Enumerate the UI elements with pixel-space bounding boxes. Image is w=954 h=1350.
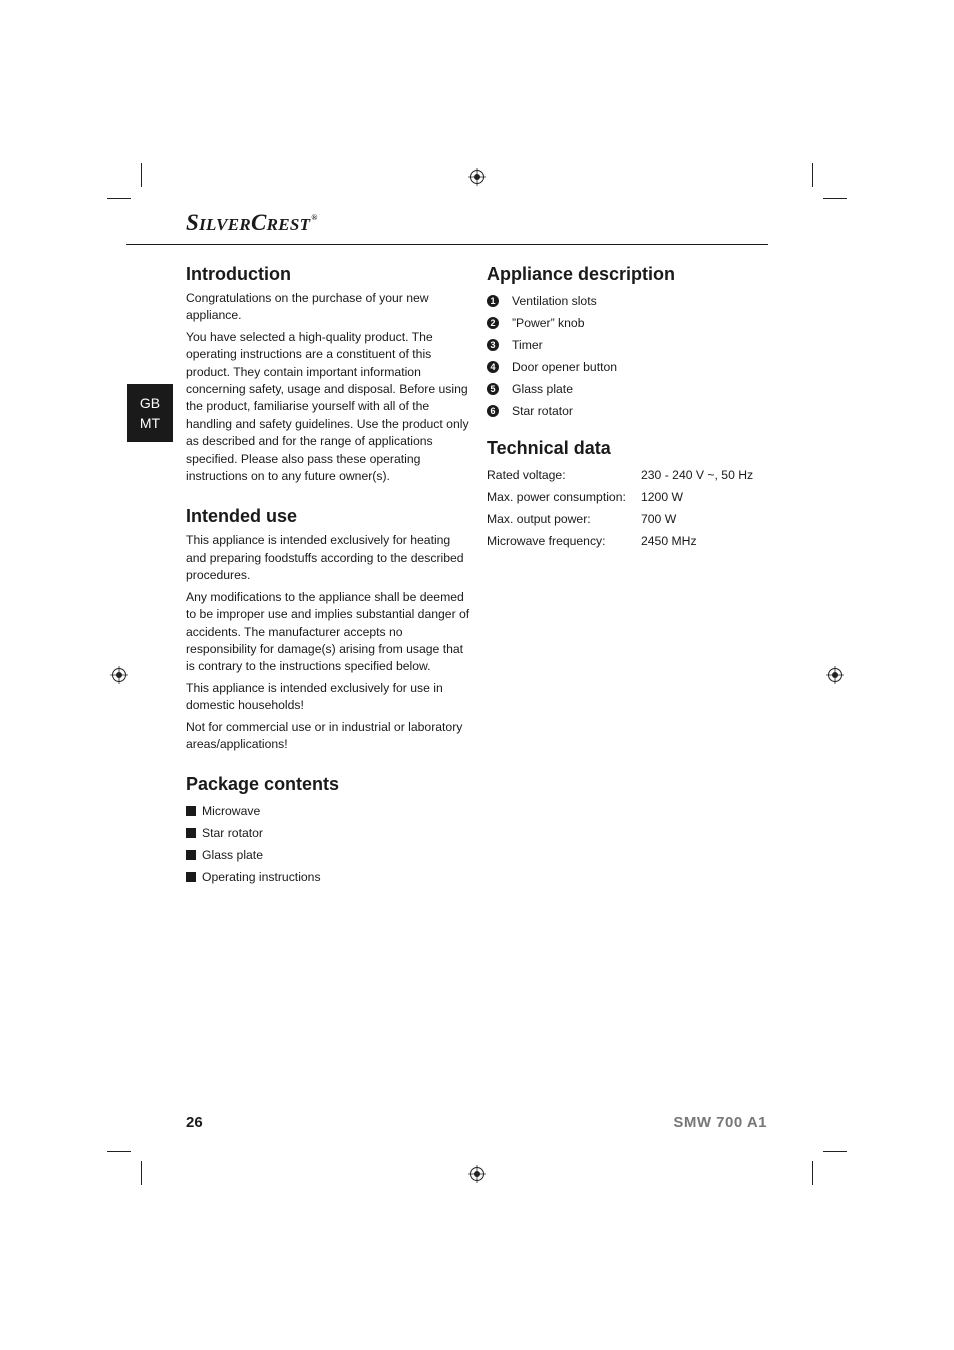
table-row: Max. output power: 700 W <box>487 512 677 526</box>
list-item: 3 Timer <box>487 334 777 356</box>
paragraph: You have selected a high-quality product. The operating instructions are a constituent of this product. They contain important information concerning safety, usage and disposal. Before using the product, familiarise yourself with all of the handling and safety guidelines. Use the product only as described and for the range of applications specified. Please also pass these operating instructions on to any future owner(s). <box>186 329 469 484</box>
crop-mark <box>823 1151 847 1152</box>
list-item: 6 Star rotator <box>487 400 777 422</box>
model-number: SMW 700 A1 <box>673 1114 767 1131</box>
crop-mark <box>812 163 813 187</box>
header-rule <box>126 244 768 245</box>
square-bullet-icon <box>186 828 196 838</box>
table-row: Rated voltage: 230 - 240 V ~, 50 Hz <box>487 468 754 482</box>
language-tab <box>127 384 173 442</box>
list-item: 2 ”Power” knob <box>487 312 777 334</box>
paragraph: This appliance is intended exclusively for heating and preparing foodstuffs according to the described procedures. <box>186 533 464 583</box>
crop-mark <box>107 1151 131 1152</box>
parts-list <box>487 290 777 422</box>
paragraph: Not for commercial use or in industrial or laboratory areas/applications! <box>186 719 463 751</box>
language-code: GB <box>139 395 161 411</box>
list-item: 1 Ventilation slots <box>487 290 777 312</box>
technical-data-section <box>487 436 777 552</box>
table-row: Max. power consumption: 1200 W <box>487 490 684 504</box>
list-item: Operating instructions <box>186 866 470 888</box>
registration-mark-icon <box>826 666 844 684</box>
number-badge: 6 <box>487 405 499 417</box>
crop-mark <box>141 163 142 187</box>
paragraph: Congratulations on the purchase of your new appliance. <box>186 291 429 323</box>
number-badge: 5 <box>487 383 499 395</box>
left-column <box>186 262 470 888</box>
package-contents-section <box>186 772 470 888</box>
number-badge: 4 <box>487 361 499 373</box>
list-item: 4 Door opener button <box>487 356 777 378</box>
right-column <box>487 262 777 552</box>
intended-use-section <box>186 504 470 753</box>
table-row: Microwave frequency: 2450 MHz <box>487 534 697 548</box>
square-bullet-icon <box>186 850 196 860</box>
list-item: Star rotator <box>186 822 470 844</box>
number-badge: 2 <box>487 317 499 329</box>
crop-mark <box>823 198 847 199</box>
registration-mark-icon <box>468 168 486 186</box>
section-heading: Introduction <box>186 264 291 284</box>
list-item: Microwave <box>186 800 470 822</box>
square-bullet-icon <box>186 872 196 882</box>
crop-mark <box>107 198 131 199</box>
section-heading: Package contents <box>186 774 340 795</box>
number-badge: 3 <box>487 339 499 351</box>
paragraph: This appliance is intended exclusively for use in domestic households! <box>186 680 443 713</box>
technical-data-table <box>487 464 753 552</box>
list-item: Glass plate <box>186 844 470 866</box>
list-item: 5 Glass plate <box>487 378 777 400</box>
crop-mark <box>812 1161 813 1185</box>
brand-logo: SILVERCREST® <box>186 210 318 235</box>
registration-mark-icon <box>110 666 128 684</box>
section-heading: Appliance description <box>487 264 676 284</box>
number-badge: 1 <box>487 295 499 307</box>
page-number: 26 <box>186 1114 203 1131</box>
language-code: MT <box>139 415 161 431</box>
appliance-description-section <box>487 262 777 422</box>
section-heading: Technical data <box>487 438 611 458</box>
square-bullet-icon <box>186 806 196 816</box>
registration-mark-icon <box>468 1165 486 1183</box>
introduction-section <box>186 262 470 485</box>
paragraph: Any modifications to the appliance shall be deemed to be improper use and implies substantial danger of accidents. The manufacturer accepts no responsibility for damage(s) arising from usage that is contrary to the instructions specified below. <box>186 589 470 674</box>
crop-mark <box>141 1161 142 1185</box>
section-heading: Intended use <box>186 506 298 527</box>
package-list <box>186 800 470 888</box>
